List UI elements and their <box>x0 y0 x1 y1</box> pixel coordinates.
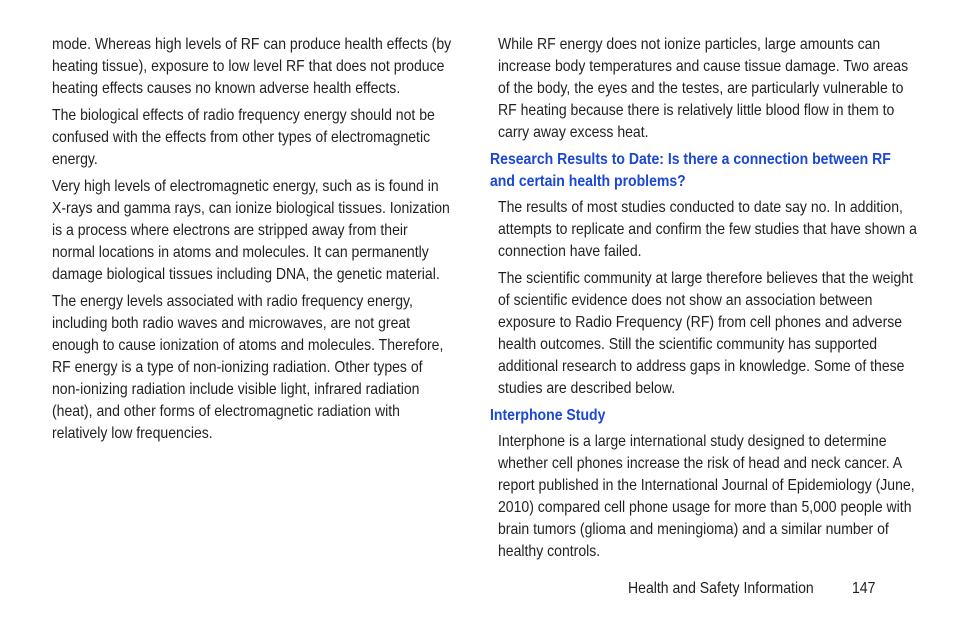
body-paragraph: While RF energy does not ionize particles, large amounts can increase body temperatures and cause tissue damage. Two areas of the body, the eyes and the testes, are particularly vulnerable to RF heating because there is relatively little blood flow in them to carry away excess heat. <box>498 36 909 141</box>
body-paragraph: The energy levels associated with radio frequency energy, including both radio waves and microwaves, are not great enough to cause ionization of atoms and molecules. Therefore, RF energy is a type of non-ionizing radiation. Other types of non-ionizing radiation include visible light, infrared radiation (heat), and other forms of electromagnetic radiation with relatively low frequencies. <box>52 293 444 442</box>
body-paragraph: The biological effects of radio frequency energy should not be confused with the effects from other types of electromagnetic energy. <box>52 107 435 168</box>
page-footer <box>0 578 954 600</box>
page-number: 147 <box>852 580 876 597</box>
body-paragraph: The results of most studies conducted to date say no. In addition, attempts to replicate and confirm the few studies that have shown a connection have failed. <box>498 199 917 260</box>
right-column <box>490 34 917 568</box>
body-paragraph: mode. Whereas high levels of RF can produce health effects (by heating tissue), exposure to low level RF that does not produce heating effects causes no known adverse health effects. <box>52 36 452 97</box>
section-heading-interphone: Interphone Study <box>490 407 606 424</box>
body-paragraph: Very high levels of electromagnetic energy, such as is found in X-rays and gamma rays, can ionize biological tissues. Ionization is a process where electrons are stripped away from their normal locations in atoms and molecules. It can permanently damage biological tissues including DNA, the genetic material. <box>52 178 450 283</box>
footer-section-title: Health and Safety Information <box>628 580 814 597</box>
section-heading-research: Research Results to Date: Is there a connection between RF and certain health problems? <box>490 151 891 190</box>
body-paragraph: The scientific community at large therefore believes that the weight of scientific evidence does not show an association between exposure to Radio Frequency (RF) from cell phones and adverse health outcomes. Still the scientific community has supported additional research to address gaps in knowledge. Some of these studies are described below. <box>498 270 914 397</box>
left-column <box>52 34 452 450</box>
body-paragraph: Interphone is a large international study designed to determine whether cell phones increase the risk of head and neck cancer. A report published in the International Journal of Epidemiology (June, 2010) compared cell phone usage for more than 5,000 people with brain tumors (glioma and meningioma) and a similar number of healthy controls. <box>498 433 915 560</box>
